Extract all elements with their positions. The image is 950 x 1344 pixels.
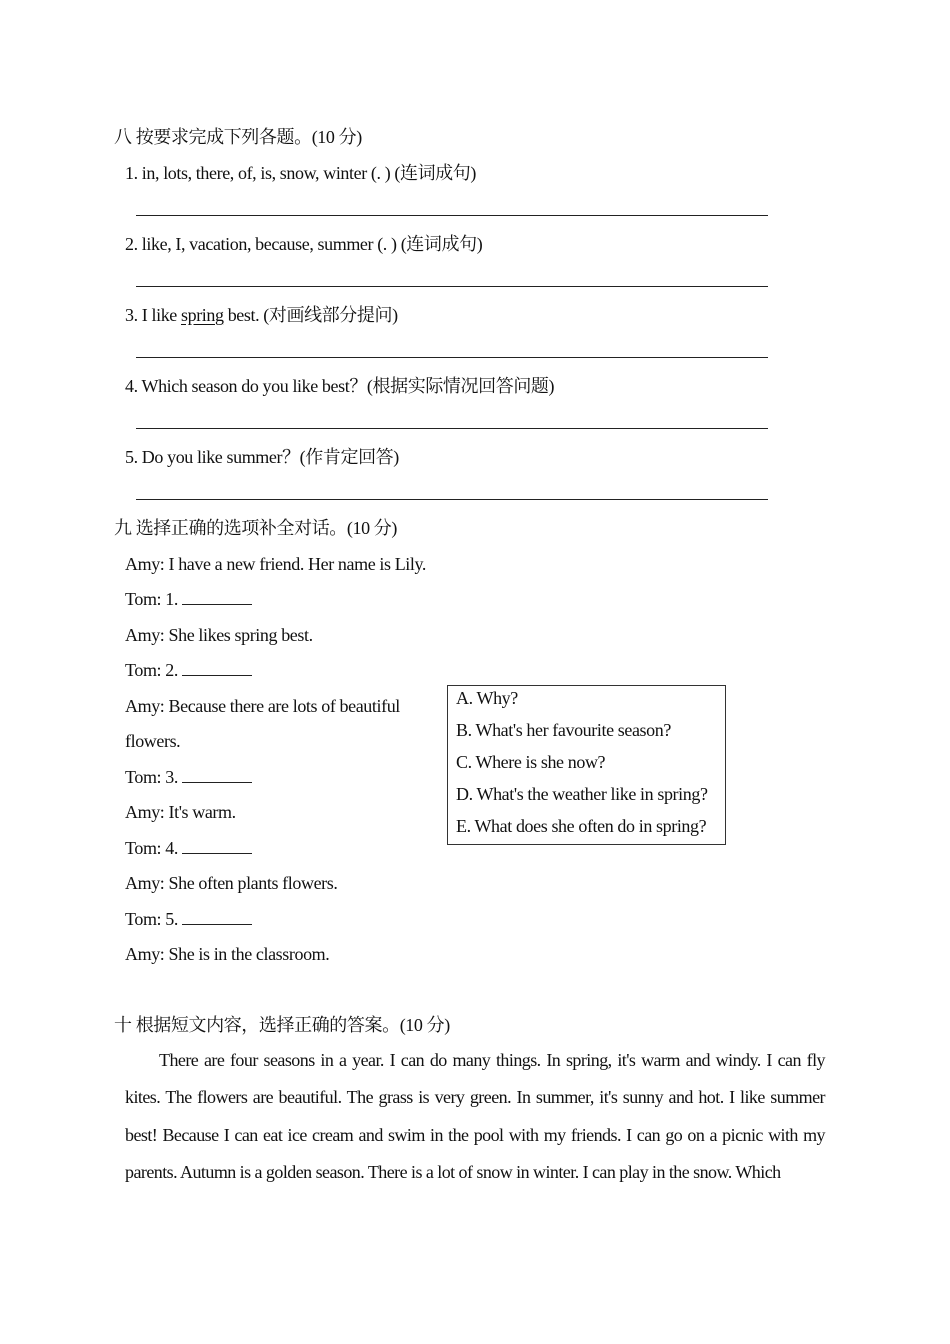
- option-b[interactable]: B. What's her favourite season?: [456, 720, 671, 740]
- blank-5[interactable]: [182, 910, 252, 925]
- question-3-suffix: best. (对画线部分提问): [223, 305, 398, 325]
- section-10-heading: 十 根据短文内容，选择正确的答案。(10 分): [114, 1015, 450, 1035]
- dialogue-prompt: Tom: 1.: [125, 589, 178, 609]
- answer-line-3[interactable]: [136, 357, 768, 358]
- dialogue-line: Amy: She likes spring best.: [125, 625, 313, 645]
- blank-4[interactable]: [182, 839, 252, 854]
- question-2: 2. like, I, vacation, because, summer (. ) (连词成句): [125, 234, 483, 254]
- answer-line-1[interactable]: [136, 215, 768, 216]
- question-5: 5. Do you like summer？(作肯定回答): [125, 447, 399, 467]
- dialogue-line: Amy: Because there are lots of beautiful: [125, 696, 400, 716]
- blank-3[interactable]: [182, 768, 252, 783]
- dialogue-line: [125, 908, 252, 930]
- reading-passage: There are four seasons in a year. I can do many things. In spring, it's warm and windy. I can fly kites. The flowers are beautiful. The grass is very green. In summer, it's sunny and hot. I like summer best! Because I can eat ice cream and swim in the pool with my friends. I can go on a picnic with my parents. Autumn is a golden season. There is a lot of snow in winter. I can play in the snow. Which: [125, 1050, 825, 1182]
- dialogue-line: flowers.: [125, 731, 181, 751]
- option-d[interactable]: D. What's the weather like in spring?: [456, 784, 708, 804]
- answer-line-5[interactable]: [136, 499, 768, 500]
- dialogue-line: [125, 588, 252, 610]
- dialogue-prompt: Tom: 5.: [125, 909, 178, 929]
- dialogue-line: [125, 659, 252, 681]
- question-4: 4. Which season do you like best？(根据实际情况回答问题): [125, 376, 555, 396]
- answer-line-4[interactable]: [136, 428, 768, 429]
- dialogue-prompt: Tom: 2.: [125, 660, 178, 680]
- question-3-prefix: 3. I like: [125, 305, 181, 325]
- options-box: [447, 685, 726, 845]
- question-3-underlined-word: spring: [181, 305, 224, 325]
- section-9-heading: 九 选择正确的选项补全对话。(10 分): [114, 518, 397, 538]
- dialogue-prompt: Tom: 3.: [125, 767, 178, 787]
- dialogue-prompt: Tom: 4.: [125, 838, 178, 858]
- blank-1[interactable]: [182, 590, 252, 605]
- question-1: 1. in, lots, there, of, is, snow, winter (. ) (连词成句): [125, 163, 476, 183]
- option-a[interactable]: A. Why?: [456, 688, 518, 708]
- dialogue-line: Amy: I have a new friend. Her name is Lily.: [125, 554, 427, 574]
- option-e[interactable]: E. What does she often do in spring?: [456, 816, 707, 836]
- dialogue-line: Amy: She often plants flowers.: [125, 873, 338, 893]
- dialogue-line: Amy: She is in the classroom.: [125, 944, 330, 964]
- dialogue-line: [125, 837, 252, 859]
- option-c[interactable]: C. Where is she now?: [456, 752, 606, 772]
- dialogue-line: [125, 766, 252, 788]
- question-3: [125, 304, 398, 326]
- dialogue-line: Amy: It's warm.: [125, 802, 236, 822]
- answer-line-2[interactable]: [136, 286, 768, 287]
- section-8-heading: 八 按要求完成下列各题。(10 分): [114, 127, 362, 147]
- blank-2[interactable]: [182, 661, 252, 676]
